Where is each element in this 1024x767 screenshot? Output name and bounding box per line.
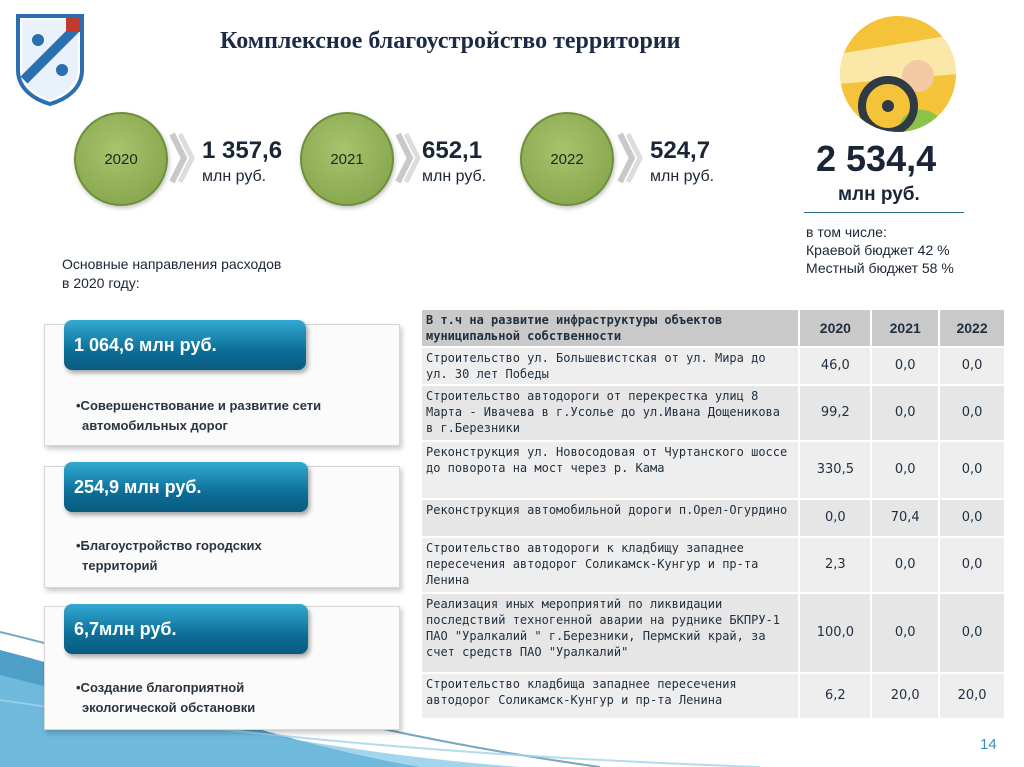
direction-amount-ecology: 6,7млн руб. [64,604,308,654]
table-row [421,499,1005,537]
row-value-2020: 2,3 [799,537,871,593]
total-divider [804,212,964,213]
row-value-2021: 0,0 [871,537,939,593]
page-number: 14 [980,736,997,753]
row-value-2022: 20,0 [939,673,1005,719]
total-unit: млн руб. [838,184,920,205]
total-regional-share: Краевой бюджет 42 % [806,242,950,258]
row-value-2020: 6,2 [799,673,871,719]
double-chevron-right-icon [394,128,422,188]
double-chevron-right-icon [616,128,644,188]
row-value-2021: 0,0 [871,593,939,673]
row-value-2022: 0,0 [939,537,1005,593]
infrastructure-table [420,308,1006,720]
table-header-row [421,309,1005,347]
row-name: Строительство кладбища западнее пересечения автодорог Соликамск-Кунгур и пр-та Ленина [421,673,799,719]
row-name: Строительство автодороги к кладбищу западнее пересечения автодорог Соликамск-Кунгур и пр-та Ленина [421,537,799,593]
total-local-share: Местный бюджет 58 % [806,260,954,276]
amount-unit-2022: млн руб. [650,168,715,185]
row-value-2022: 0,0 [939,385,1005,441]
directions-label-line2: в 2020 году: [62,275,140,291]
table-header-2020: 2020 [799,309,871,347]
page-title: Комплексное благоустройство территории [220,28,681,54]
direction-text-ecology-line2: экологической обстановки [82,700,256,715]
row-value-2022: 0,0 [939,499,1005,537]
table-header-2021: 2021 [871,309,939,347]
double-chevron-right-icon [168,128,196,188]
directions-label-line1: Основные направления расходов [62,256,282,272]
direction-text-urban-line1: •Благоустройство городских [76,538,262,553]
row-name: Строительство ул. Большевистская от ул. Мира до ул. 30 лет Победы [421,347,799,385]
table-row [421,347,1005,385]
row-value-2020: 330,5 [799,441,871,499]
direction-text-roads-line1: •Совершенствование и развитие сети [76,398,322,413]
table-row [421,593,1005,673]
row-name: Реализация иных мероприятий по ликвидации последствий техногенной аварии на руднике БКПРУ-1 ПАО "Уралкалий " г.Березники, Пермский край, за счет средств ПАО "Уралкалий" [421,593,799,673]
direction-amount-urban: 254,9 млн руб. [64,462,308,512]
row-value-2020: 0,0 [799,499,871,537]
direction-text-roads-line2: автомобильных дорог [82,418,228,433]
table-row [421,385,1005,441]
year-circle-2022: 2022 [520,112,614,206]
row-value-2021: 0,0 [871,385,939,441]
row-value-2021: 0,0 [871,347,939,385]
row-value-2022: 0,0 [939,441,1005,499]
row-name: Строительство автодороги от перекрестка улиц 8 Марта - Ивачева в г.Усолье до ул.Ивана Дощеникова в г.Березники [421,385,799,441]
driver-avatar-icon [838,14,958,134]
table-row [421,537,1005,593]
table-header-2022: 2022 [939,309,1005,347]
direction-amount-roads: 1 064,6 млн руб. [64,320,306,370]
table-header-title: В т.ч на развитие инфраструктуры объектов муниципальной собственности [421,309,799,347]
row-name: Реконструкция автомобильной дороги п.Орел-Огурдино [421,499,799,537]
table-row [421,673,1005,719]
coat-of-arms-icon [14,10,86,106]
amount-2020: 1 357,6 [202,137,283,164]
row-value-2021: 70,4 [871,499,939,537]
year-circle-2021: 2021 [300,112,394,206]
row-value-2020: 46,0 [799,347,871,385]
row-value-2020: 100,0 [799,593,871,673]
amount-2022: 524,7 [650,137,711,164]
amount-unit-2020: млн руб. [202,168,267,185]
row-value-2020: 99,2 [799,385,871,441]
total-including: в том числе: [806,224,887,240]
direction-text-ecology-line1: •Создание благоприятной [76,680,245,695]
direction-text-urban-line2: территорий [82,558,158,573]
row-name: Реконструкция ул. Новосодовая от Чуртанского шоссе до поворота на мост через р. Кама [421,441,799,499]
row-value-2021: 20,0 [871,673,939,719]
table-row [421,441,1005,499]
amount-2021: 652,1 [422,137,483,164]
total-amount: 2 534,4 [816,138,937,179]
row-value-2022: 0,0 [939,347,1005,385]
amount-unit-2021: млн руб. [422,168,487,185]
row-value-2022: 0,0 [939,593,1005,673]
row-value-2021: 0,0 [871,441,939,499]
year-circle-2020: 2020 [74,112,168,206]
